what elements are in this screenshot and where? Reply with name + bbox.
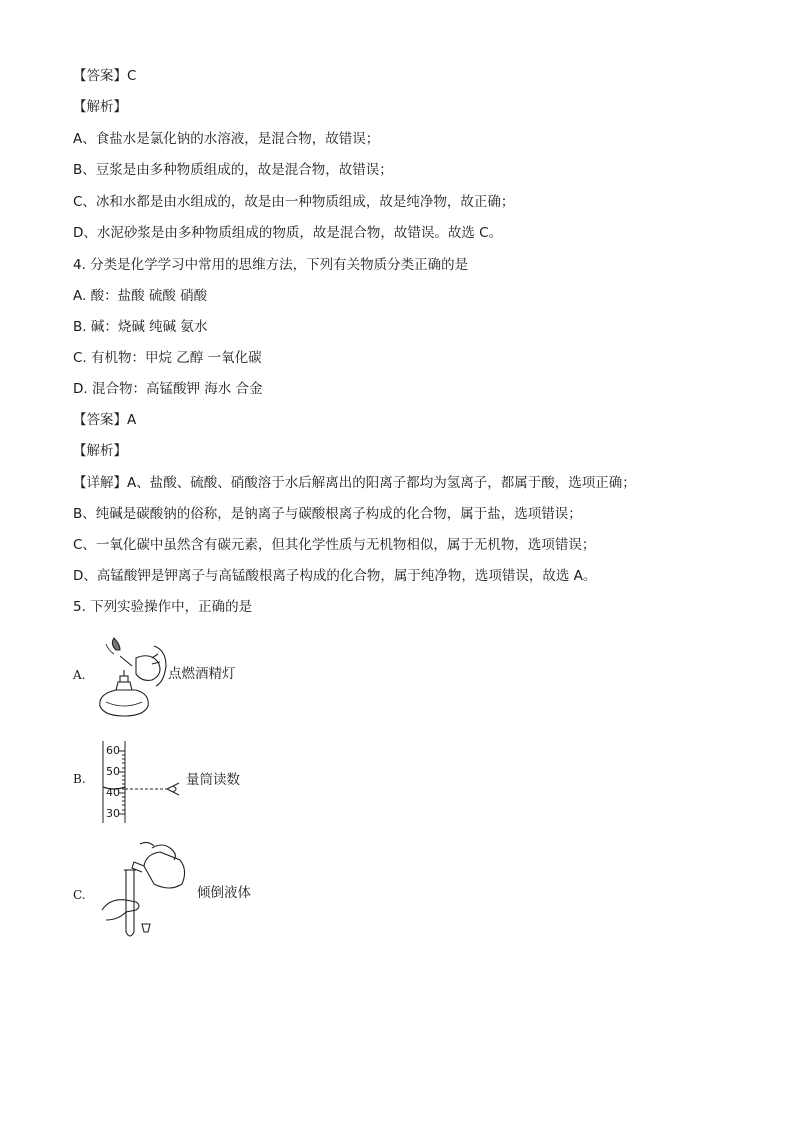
tick-label-60: 60	[106, 744, 120, 757]
alcohol-lamp-lighting-icon	[92, 636, 172, 720]
option-letter-c: C.	[73, 888, 86, 902]
analysis-label-q4: 【解析】	[73, 443, 127, 459]
detail-line: B、纯碱是碳酸钠的俗称，是钠离子与碳酸根离子构成的化合物，属于盐，选项错误；	[73, 506, 582, 522]
question-4-stem: 4. 分类是化学学习中常用的思维方法，下列有关物质分类正确的是	[73, 257, 469, 273]
detail-line: 【详解】A、盐酸、硫酸、硝酸溶于水后解离出的阳离子都均为氢离子，都属于酸，选项正确；	[73, 475, 636, 491]
answer-label-q4: 【答案】A	[73, 412, 137, 428]
question-4-option-c: C. 有机物：甲烷 乙醇 一氧化碳	[73, 350, 262, 366]
question-5-stem: 5. 下列实验操作中，正确的是	[73, 599, 253, 615]
analysis-line: D、水泥砂浆是由多种物质组成的物质，故是混合物，故错误。故选 C。	[73, 225, 503, 241]
question-4-option-a: A. 酸：盐酸 硫酸 硝酸	[73, 288, 208, 304]
question-4-option-d: D. 混合物：高锰酸钾 海水 合金	[73, 381, 263, 397]
analysis-line: A、食盐水是氯化钠的水溶液，是混合物，故错误；	[73, 131, 380, 147]
pouring-liquid-icon	[96, 840, 192, 944]
option-a-caption: 点燃酒精灯	[168, 666, 236, 682]
option-b-caption: 量筒读数	[186, 772, 240, 788]
question-4-option-b: B. 碱：烧碱 纯碱 氨水	[73, 319, 208, 335]
analysis-line: C、冰和水都是由水组成的，故是由一种物质组成，故是纯净物，故正确；	[73, 194, 515, 210]
detail-line: D、高锰酸钾是钾离子与高锰酸根离子构成的化合物，属于纯净物，选项错误，故选 A。	[73, 568, 597, 584]
answer-label-q3: 【答案】C	[73, 68, 137, 84]
analysis-line: B、豆浆是由多种物质组成的，故是混合物，故错误；	[73, 162, 393, 178]
tick-label-40: 40	[106, 786, 120, 799]
tick-label-50: 50	[106, 765, 120, 778]
option-c-caption: 倾倒液体	[197, 885, 251, 901]
option-letter-b: B.	[73, 772, 86, 786]
detail-line: C、一氧化碳中虽然含有碳元素，但其化学性质与无机物相似，属于无机物，选项错误；	[73, 537, 596, 553]
tick-label-30: 30	[106, 807, 120, 820]
option-letter-a: A.	[73, 668, 86, 682]
analysis-label-q3: 【解析】	[73, 99, 127, 115]
